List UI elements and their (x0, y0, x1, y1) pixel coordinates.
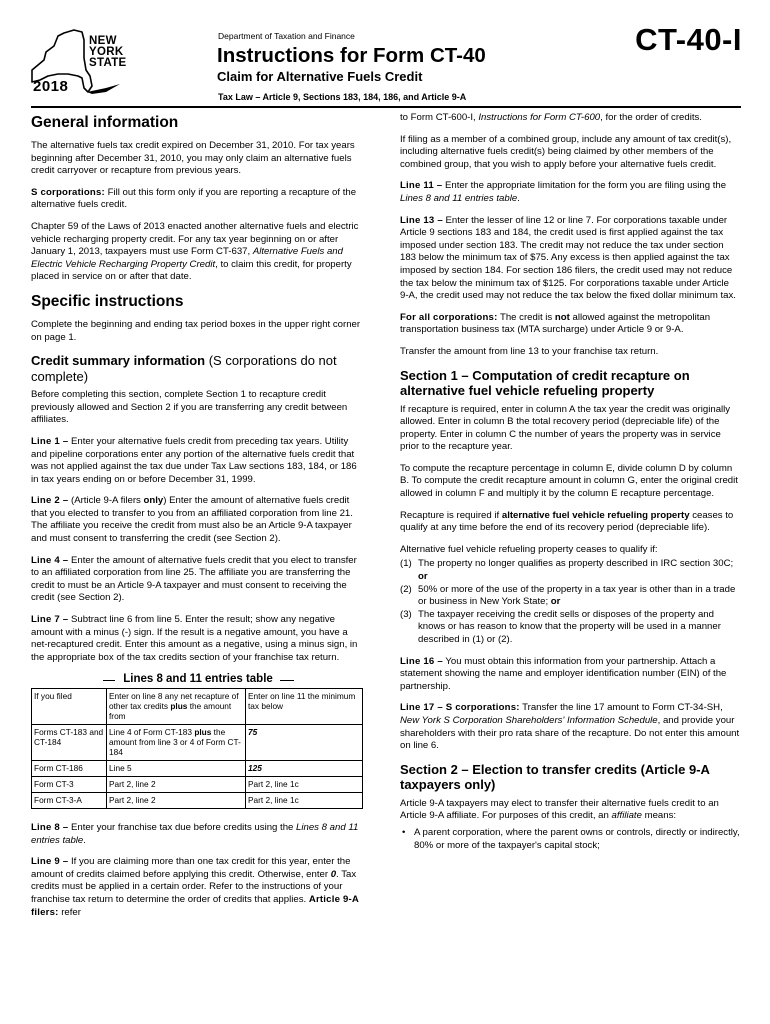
entries-table (31, 688, 363, 809)
line17-paragraph (400, 702, 740, 752)
all-corporations-paragraph (400, 312, 740, 337)
table-cell: Part 2, line 1c (246, 777, 363, 793)
table-cell: Form CT-3-A (32, 793, 107, 809)
table-cell-text: Line 4 of Form CT-183 (109, 727, 195, 737)
continuation-paragraph (400, 112, 740, 125)
header-divider (31, 106, 741, 108)
line7-text: Subtract line 6 from line 5. Enter the result; show any negative amount with a minus (-) sign. If the result is a negative amount, you have a net-recaptured credit. Enter this amount as a negative, using a minus sign, in the appropriate box of the tax credits section of your franchise tax return. (31, 614, 358, 663)
list-item (400, 584, 740, 609)
line9-paragraph (31, 856, 365, 919)
line11-table-ref: Lines 8 and 11 entries table (400, 192, 518, 204)
line4-paragraph (31, 555, 365, 605)
table-header-cell: Enter on line 11 the minimum tax below (246, 689, 363, 725)
list-item-text (418, 558, 740, 583)
list-item-number: (3) (400, 608, 412, 620)
s-corporations-text: Fill out this form only if you are reporting a recapture of the alternative fuels credit. (31, 186, 357, 211)
line9-article9a-label: Article 9-A filers: (31, 893, 359, 918)
line1-text: Enter your alternative fuels credit from preceding tax years. Utility and pipeline corporations enter any portion of the alternative fuels credit that was not applied against the tax due under Tax Law sections 183, 184, or 186 in tax years ending on or before December 31, 1999. (31, 435, 357, 485)
table-cell: Form CT-186 (32, 761, 107, 777)
table-row (32, 793, 363, 809)
line9-text-mid: . Tax credits must be applied in a certain order. Refer to the instructions of your franchise tax return to determine the order of credits that applies. (31, 868, 357, 905)
table-cell: Forms CT-183 and CT-184 (32, 725, 107, 761)
all-corporations-not: not (554, 311, 570, 323)
all-corporations-text: The credit is (497, 311, 555, 323)
table-row (32, 761, 363, 777)
condition-or: or (550, 596, 561, 608)
condition-text: The property no longer qualifies as property described in IRC section 30C; (418, 558, 734, 570)
section2-text-end: means: (641, 810, 677, 822)
recapture-text-end: ceases to qualify at any time before the end of its recovery period (depreciable life). (400, 509, 734, 534)
state-word: STATE (89, 57, 127, 69)
all-corporations-label: For all corporations: (400, 311, 498, 323)
line13-paragraph (400, 215, 740, 303)
continuation-text: to Form CT-600-I, (400, 112, 479, 123)
department-name: Department of Taxation and Finance (218, 31, 355, 41)
all-corporations-text-end: allowed against the metropolitan transportation business tax (MTA surcharge) under Article 9 or 9-A. (400, 311, 711, 336)
table-cell: Part 2, line 2 (107, 793, 246, 809)
line2-text-end: ) Enter the amount of alternative fuels credit that you elected to transfer to you from an affiliated corporation from line 21. The affiliate you receive the credit from must also be an Article 9-A taxpayer and must consent to transferring the credit (see Section 2). (31, 495, 353, 545)
page-subtitle: Claim for Alternative Fuels Credit (217, 69, 423, 84)
form-ct637-title: Alternative Fuels and Electric Vehicle Recharging Property Credit (31, 246, 343, 270)
section1-text: If recapture is required, enter in column A the tax year the credit was originally allowed. Enter in column B the total recovery period (depreciable life) of the property. Enter in column C the number of years the property was in service prior to the recapture year. (400, 403, 731, 453)
list-item-number: (2) (400, 583, 412, 595)
line1-paragraph (31, 436, 365, 486)
credit-summary-text: Before completing this section, complete Section 1 to recapture credit previously allowed and Section 2 if you are transferring any credit between affiliates. (31, 389, 348, 426)
table-row (32, 725, 363, 761)
continuation-text-end: , for the order of credits. (600, 112, 702, 123)
line16-paragraph (400, 656, 740, 694)
tax-law-reference: Tax Law – Article 9, Sections 183, 184, 186, and Article 9-A (218, 92, 467, 102)
list-item-text (418, 584, 740, 609)
line2-only: only (143, 495, 164, 507)
entries-table-title: Lines 8 and 11 entries table (31, 673, 365, 686)
line13-text: Enter the lesser of line 12 or line 7. For corporations taxable under Article 9 sections 183 and 184, the credit used is first applied against the tax imposed under section 183. The credit may not reduce the tax under section 183 below the minimum tax of $75. Any excess is then applied against the tax imposed by section 184. For section 186 filers, the credit used may not reduce the tax below the minimum tax of $125. For corporations taxable under Article 9-A, the credit used may not reduce the tax below the fixed dollar minimum tax. (400, 214, 736, 302)
specific-instructions-text: Complete the beginning and ending tax period boxes in the upper right corner on page 1. (31, 318, 361, 343)
table-row (32, 777, 363, 793)
line1-label: Line 1 – (31, 435, 69, 447)
line17-text-end: , and provide your shareholders with their pro rata share of the recapture. Do not enter this amount on line 6. (400, 714, 740, 752)
section2-paragraph (400, 798, 740, 823)
s-corporations-paragraph (31, 187, 365, 212)
credit-summary-title: Credit summary information (31, 353, 206, 369)
table-cell: 125 (246, 761, 363, 777)
table-cell-plus: plus (194, 727, 212, 737)
conditions-list (400, 558, 740, 646)
line11-label: Line 11 – (400, 180, 443, 192)
table-cell: 75 (246, 725, 363, 761)
line9-refer: refer (58, 906, 81, 918)
line2-label: Line 2 – (31, 495, 69, 507)
line2-paragraph (31, 495, 365, 545)
table-header-row (32, 689, 363, 725)
recapture-text: Recapture is required if (400, 509, 502, 521)
general-information-heading: General information (31, 114, 179, 131)
line13-label: Line 13 – (400, 214, 443, 226)
table-cell: Part 2, line 2 (107, 777, 246, 793)
ceases-intro: Alternative fuel vehicle refueling property ceases to qualify if: (400, 543, 658, 555)
left-column (31, 112, 365, 928)
line11-text: Enter the appropriate limitation for the form you are filing using the (442, 180, 727, 192)
table-header-plus: plus (170, 701, 188, 711)
table-header-cell (107, 689, 246, 725)
table-cell: Part 2, line 1c (246, 793, 363, 809)
line9-zero: 0 (330, 868, 337, 880)
line4-label: Line 4 – (31, 554, 69, 566)
section1-heading: Section 1 – Computation of credit recapture on alternative fuel vehicle refueling property (400, 367, 690, 398)
page-title: Instructions for Form CT-40 (217, 44, 486, 67)
condition-or: or (418, 571, 428, 583)
list-item (400, 827, 740, 852)
chapter59-text: Chapter 59 of the Laws of 2013 enacted another alternative fuels and electric vehicle recharging property credit. For any tax year beginning on or after January 1, 2013, taxpayers must use Form CT-637, (31, 220, 359, 258)
recapture-paragraph (400, 510, 740, 535)
bullet-icon: • (402, 826, 406, 838)
line8-label: Line 8 – (31, 822, 69, 833)
table-cell (107, 725, 246, 761)
line8-table-ref: Lines 8 and 11 entries table (31, 822, 359, 846)
ct600-title: Instructions for Form CT-600 (478, 112, 601, 123)
credit-summary-heading (31, 353, 365, 384)
line11-end: . (517, 192, 520, 204)
ct34sh-title: New York S Corporation Shareholders' Information Schedule (400, 714, 658, 726)
credit-summary-note: (S corporations do not complete) (31, 353, 337, 384)
table-cell: Line 5 (107, 761, 246, 777)
list-item-text: A parent corporation, where the parent owns or controls, directly or indirectly, 80% or more of the taxpayer's capital stock; (414, 826, 740, 851)
line7-paragraph (31, 614, 365, 664)
section1-text-2: To compute the recapture percentage in column E, divide column D by column B. To compute the credit recapture amount in column G, enter the original credit allowed in column F and multiply it by the column E recapture percentage. (400, 462, 738, 500)
list-item (400, 558, 740, 583)
list-item-text: The taxpayer receiving the credit sells or disposes of the property and knows or has reason to know that the property will be used in a manner described in (1) or (2). (418, 608, 721, 645)
chapter59-paragraph (31, 221, 365, 284)
transfer-line13-text: Transfer the amount from line 13 to your franchise tax return. (400, 345, 659, 357)
state-word: NEW (89, 35, 117, 47)
line17-label: Line 17 – S corporations: (400, 702, 520, 714)
list-item-number: (1) (400, 558, 412, 570)
chapter59-text-end: , to claim this credit, for property placed in service on or after that date. (31, 258, 352, 283)
table-header-cell: If you filed (32, 689, 107, 725)
general-information-text: The alternative fuels tax credit expired on December 31, 2010. For tax years beginning after December 31, 2010, you may only claim an alternative fuels credit carryover or recapture from previous years. (31, 140, 355, 177)
table-header-text-end: the amount from (109, 701, 232, 721)
state-wordmark (89, 36, 127, 69)
line4-text: Enter the amount of alternative fuels credit that you elect to transfer to an affiliated corporation from line 25. The affiliate you are transferring the credit to must be an Article 9-A taxpayer and must consent to receiving the credit (see Section 2). (31, 554, 357, 604)
specific-instructions-heading: Specific instructions (31, 292, 184, 310)
line16-label: Line 16 – (400, 655, 443, 667)
line8-paragraph (31, 822, 365, 847)
line8-end: . (83, 834, 86, 846)
list-item (400, 609, 740, 647)
s-corporations-label: S corporations: (31, 186, 105, 198)
line11-paragraph (400, 180, 740, 205)
line16-text: You must obtain this information from your partnership. Attach a statement showing the name and employer identification number (EIN) of the partnership. (400, 655, 727, 692)
line9-label: Line 9 – (31, 856, 69, 868)
recapture-property: alternative fuel vehicle refueling property (501, 509, 690, 521)
affiliate-term: affiliate (611, 810, 642, 822)
form-code: CT-40-I (635, 22, 742, 57)
table-cell-text-end: the amount from line 3 or 4 of Form CT-184 (109, 727, 241, 757)
line8-text: Enter your franchise tax due before credits using the (68, 822, 297, 833)
section2-heading: Section 2 – Election to transfer credits (Article 9-A taxpayers only) (400, 761, 710, 793)
line2-text: (Article 9-A filers (68, 495, 144, 507)
state-word: YORK (89, 46, 124, 58)
section2-text: Article 9-A taxpayers may elect to transfer their alternative fuels credit to an Article 9-A affiliate. For purposes of this credit, an (400, 797, 719, 822)
line9-text: If you are claiming more than one tax credit for this year, enter the amount of credits claimed before applying this credit. Otherwise, enter (31, 856, 351, 880)
table-header-text: Enter on line 8 any net recapture of other tax credits (109, 691, 239, 711)
right-column (400, 112, 740, 852)
form-year: 2018 (33, 78, 69, 95)
line7-label: Line 7 – (31, 614, 69, 626)
line17-text: Transfer the line 17 amount to Form CT-34-SH, (519, 702, 723, 714)
combined-group-text: If filing as a member of a combined group, include any amount of tax credit(s), including alternative fuels credit(s) being claimed by other members of the combined group, that you wish to apply before your alternative fuels credit. (400, 133, 732, 170)
table-cell: Form CT-3 (32, 777, 107, 793)
condition-text: 50% or more of the use of the property in a tax year is other than in a trade or business in New York State; (418, 583, 736, 608)
